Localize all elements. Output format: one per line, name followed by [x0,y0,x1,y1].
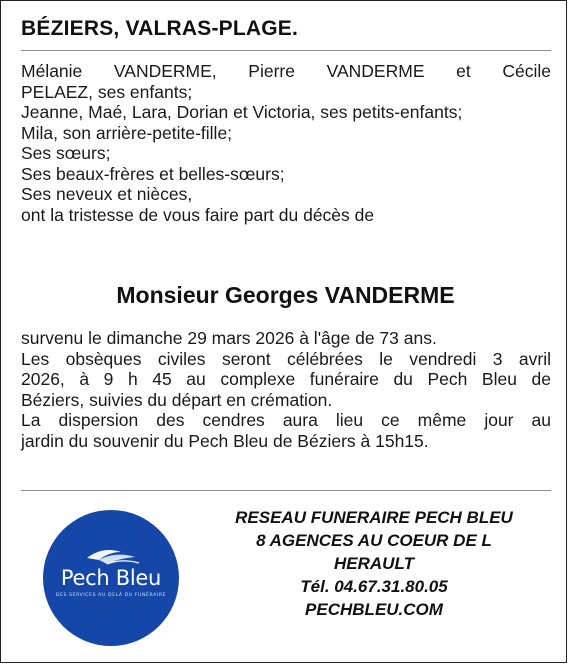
family-great-grandchild: Mila, son arrière-petite-fille; [21,122,233,143]
contact-website: PECHBLEU.COM [305,600,443,619]
family-list [21,61,551,225]
family-nephews: Ses neveux et nièces, [21,184,193,204]
family-in-laws: Ses beaux-frères et belles-sœurs; [21,163,285,184]
family-children-line-1: Mélanie VANDERME, Pierre VANDERME et Cécile [21,61,551,81]
details-line-2: Les obsèques civiles seront célébrées le vendredi 3 avril [21,348,551,369]
top-divider [21,50,551,51]
details-line-4: Béziers, suivies du départ en crémation. [21,389,333,410]
contact-line-2: 8 AGENCES AU COEUR DE L [256,531,492,550]
details-line-1: survenu le dimanche 29 mars 2026 à l'âge de 73 ans. [21,328,437,348]
contact-line-3: HERAULT [334,554,414,573]
details-line-3: 2026, à 9 h 45 au complexe funéraire du Pech Bleu de [21,369,551,389]
details-line-6: jardin du souvenir du Pech Bleu de Béziers à 15h15. [21,430,429,451]
contact-phone: Tél. 04.67.31.80.05 [300,577,448,596]
funeral-home-contact [219,506,529,621]
pech-bleu-logo [43,510,179,646]
funeral-details [21,328,551,451]
contact-line-1: RESEAU FUNERAIRE PECH BLEU [235,508,513,527]
logo-tagline: DES SERVICES AU DELÀ DU FUNÉRAIRE [55,593,167,598]
deceased-name: Monsieur Georges VANDERME [116,282,455,308]
family-sisters: Ses sœurs; [21,143,111,163]
details-line-5: La dispersion des cendres aura lieu ce même jour au [21,410,551,430]
bottom-divider [21,490,551,491]
family-grandchildren: Jeanne, Maé, Lara, Dorian et Victoria, ses petits-enfants; [21,102,463,122]
family-children-line-2: PELAEZ, ses enfants; [21,81,193,102]
location-heading: BÉZIERS, VALRAS-PLAGE. [21,17,299,40]
logo-name: Pech Bleu [60,566,162,590]
announcement-text: ont la tristesse de vous faire part du décès de [21,204,375,225]
